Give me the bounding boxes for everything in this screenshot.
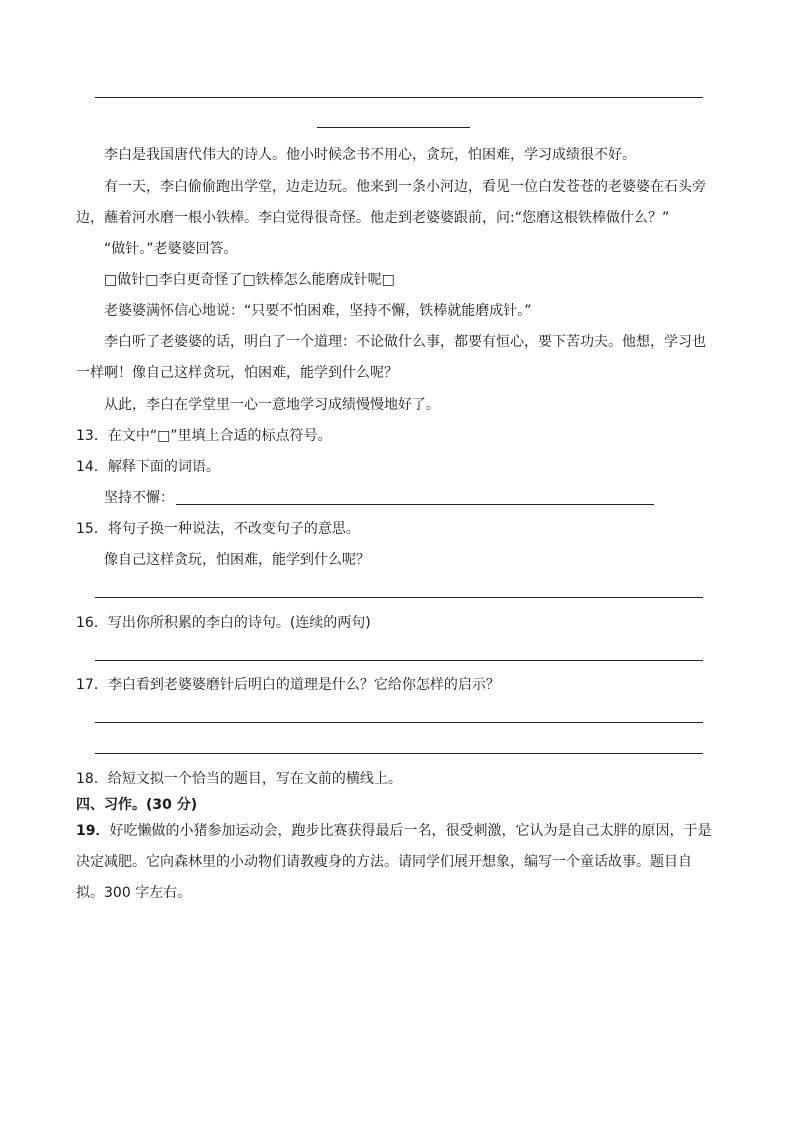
passage-paragraph-6-line-1: 李白听了老婆婆的话，明白了一个道理：不论做什么事，都要有恒心，要下苦功夫。他想，学习也 (104, 334, 706, 350)
question-18: 18．给短文拟一个恰当的题目，写在文前的横线上。 (76, 771, 402, 787)
question-19-number: 19． (76, 823, 110, 839)
question-19-line-3: 拟。300 字左右。 (76, 885, 192, 901)
question-17: 17．李白看到老婆婆磨针后明白的道理是什么？它给你怎样的启示？ (76, 677, 500, 693)
passage-paragraph-6-line-2: 一样啊！像自己这样贪玩，怕困难，能学到什么呢？ (76, 365, 398, 381)
passage-paragraph-3: “做针。”老婆婆回答。 (104, 241, 238, 257)
passage-paragraph-4: □做针□李白更奇怪了□铁棒怎么能磨成针呢□ (104, 272, 395, 288)
section-4-heading: 四、习作。(30 分) (76, 797, 198, 813)
question-13: 13．在文中“□”里填上合适的标点符号。 (76, 428, 332, 444)
question-15: 15．将句子换一种说法，不改变句子的意思。 (76, 521, 360, 537)
question-19-line-1 (76, 822, 711, 840)
question-14-term: 坚持不懈： (104, 490, 174, 506)
question-14-answer-line[interactable] (176, 504, 654, 505)
passage-paragraph-1: 李白是我国唐代伟大的诗人。他小时候念书不用心，贪玩，怕困难，学习成绩很不好。 (104, 147, 636, 163)
question-14: 14．解释下面的词语。 (76, 459, 220, 475)
question-17-answer-line-1[interactable] (95, 722, 703, 723)
question-19-text-1: 好吃懒做的小猪参加运动会，跑步比赛获得最后一名，很受刺激，它认为是自己太胖的原因，于是 (109, 823, 712, 839)
passage-paragraph-5: 老婆婆满怀信心地说：“只要不怕困难，坚持不懈，铁棒就能磨成针。” (104, 303, 532, 319)
question-16: 16．写出你所积累的李白的诗句。(连续的两句) (76, 615, 371, 631)
passage-paragraph-2-line-2: 边，蘸着河水磨一根小铁棒。李白觉得很奇怪。他走到老婆婆跟前，问:“您磨这根铁棒做什么？” (76, 210, 670, 226)
title-blank-line[interactable] (317, 127, 470, 128)
question-15-sentence: 像自己这样贪玩，怕困难，能学到什么呢？ (104, 552, 370, 568)
passage-paragraph-7: 从此，李白在学堂里一心一意地学习成绩慢慢地好了。 (104, 397, 440, 413)
passage-paragraph-2-line-1: 有一天，李白偷偷跑出学堂，边走边玩。他来到一条小河边，看见一位白发苍苍的老婆婆在石头旁 (104, 179, 706, 195)
question-17-answer-line-2[interactable] (95, 753, 703, 754)
question-19-line-2: 决定减肥。它向森林里的小动物们请教瘦身的方法。请同学们展开想象，编写一个童话故事。题目自 (76, 854, 692, 870)
answer-line-top (95, 97, 703, 98)
question-15-answer-line[interactable] (95, 597, 703, 598)
question-16-answer-line[interactable] (95, 660, 703, 661)
